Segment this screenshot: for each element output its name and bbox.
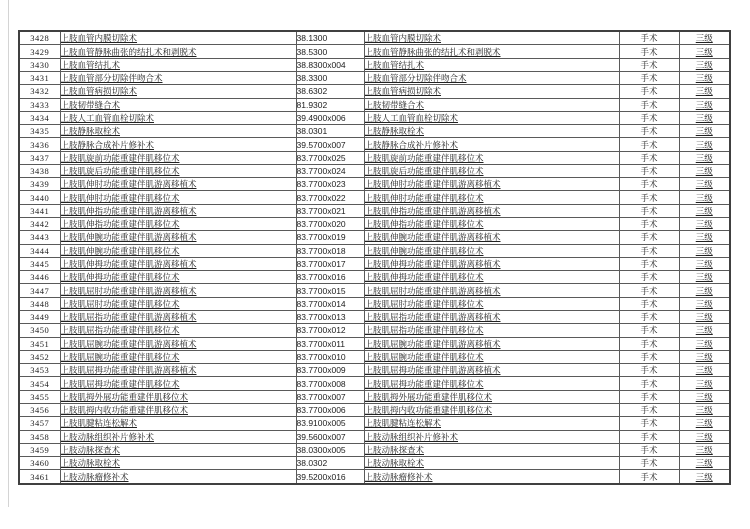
level-cell: 三级 <box>679 271 730 284</box>
procedure-code-cell: 83.7700x013 <box>296 311 364 324</box>
level-cell: 三级 <box>679 71 730 84</box>
level-cell: 三级 <box>679 470 730 484</box>
level-cell: 三级 <box>679 138 730 151</box>
procedure-name-duplicate-cell: 上肢肌屈指功能重建伴肌移位术 <box>364 324 619 337</box>
category-cell: 手术 <box>619 443 679 456</box>
category-cell: 手术 <box>619 244 679 257</box>
row-number-cell: 3444 <box>19 244 60 257</box>
procedure-name-cell: 上肢肌伸腕功能重建伴肌游离移植术 <box>60 231 296 244</box>
category-cell: 手术 <box>619 71 679 84</box>
procedure-name-duplicate-cell: 上肢肌拇内收功能重建伴肌移位术 <box>364 403 619 416</box>
procedure-name-cell: 上肢肌伸拇功能重建伴肌游离移植术 <box>60 257 296 270</box>
procedure-name-cell: 上肢肌旋后功能重建伴肌移位术 <box>60 164 296 177</box>
procedure-name-cell: 上肢肌拇内收功能重建伴肌移位术 <box>60 403 296 416</box>
table-row <box>19 231 730 244</box>
procedure-name-duplicate-cell: 上肢人工血管血栓切除术 <box>364 111 619 124</box>
procedure-code-cell: 83.7700x023 <box>296 178 364 191</box>
procedure-code-cell: 38.0301 <box>296 125 364 138</box>
level-cell: 三级 <box>679 204 730 217</box>
procedure-name-duplicate-cell: 上肢肌屈肘功能重建伴肌游离移植术 <box>364 284 619 297</box>
row-number-cell: 3440 <box>19 191 60 204</box>
procedure-name-cell: 上肢肌屈拇功能重建伴肌游离移植术 <box>60 364 296 377</box>
procedure-name-duplicate-cell: 上肢肌伸指功能重建伴肌移位术 <box>364 218 619 231</box>
row-number-cell: 3461 <box>19 470 60 484</box>
procedure-name-duplicate-cell: 上肢肌伸腕功能重建伴肌移位术 <box>364 244 619 257</box>
table-row <box>19 58 730 71</box>
procedure-name-cell: 上肢动脉瘤修补术 <box>60 470 296 484</box>
procedure-name-duplicate-cell: 上肢肌伸指功能重建伴肌游离移植术 <box>364 204 619 217</box>
level-cell: 三级 <box>679 377 730 390</box>
table-row <box>19 111 730 124</box>
procedure-name-cell: 上肢血管部分切除伴吻合术 <box>60 71 296 84</box>
table-row <box>19 218 730 231</box>
procedure-name-duplicate-cell: 上肢肌屈拇功能重建伴肌移位术 <box>364 377 619 390</box>
table-row <box>19 324 730 337</box>
procedure-name-cell: 上肢肌伸肘功能重建伴肌移位术 <box>60 191 296 204</box>
category-cell: 手术 <box>619 390 679 403</box>
procedure-code-cell: 38.5300 <box>296 45 364 58</box>
procedure-name-duplicate-cell: 上肢肌屈腕功能重建伴肌游离移植术 <box>364 337 619 350</box>
procedure-code-cell: 83.7700x024 <box>296 164 364 177</box>
procedure-code-cell: 81.9302 <box>296 98 364 111</box>
procedure-code-cell: 38.6302 <box>296 85 364 98</box>
procedure-code-cell: 83.7700x021 <box>296 204 364 217</box>
level-cell: 三级 <box>679 125 730 138</box>
category-cell: 手术 <box>619 377 679 390</box>
procedure-code-cell: 83.7700x012 <box>296 324 364 337</box>
procedure-code-cell: 38.3300 <box>296 71 364 84</box>
category-cell: 手术 <box>619 58 679 71</box>
procedure-name-duplicate-cell: 上肢肌伸腕功能重建伴肌游离移植术 <box>364 231 619 244</box>
table-row <box>19 85 730 98</box>
procedure-name-duplicate-cell: 上肢肌旋后功能重建伴肌移位术 <box>364 164 619 177</box>
procedure-name-cell: 上肢肌旋前功能重建伴肌移位术 <box>60 151 296 164</box>
category-cell: 手术 <box>619 457 679 470</box>
procedure-name-duplicate-cell: 上肢肌屈肘功能重建伴肌移位术 <box>364 297 619 310</box>
level-cell: 三级 <box>679 457 730 470</box>
row-number-cell: 3441 <box>19 204 60 217</box>
level-cell: 三级 <box>679 164 730 177</box>
row-number-cell: 3446 <box>19 271 60 284</box>
procedure-code-cell: 83.7700x009 <box>296 364 364 377</box>
row-number-cell: 3433 <box>19 98 60 111</box>
level-cell: 三级 <box>679 350 730 363</box>
table-row <box>19 284 730 297</box>
category-cell: 手术 <box>619 85 679 98</box>
row-number-cell: 3451 <box>19 337 60 350</box>
table-row <box>19 138 730 151</box>
procedure-name-duplicate-cell: 上肢血管结扎术 <box>364 58 619 71</box>
procedure-name-cell: 上肢动脉探查术 <box>60 443 296 456</box>
category-cell: 手术 <box>619 111 679 124</box>
level-cell: 三级 <box>679 191 730 204</box>
procedure-name-duplicate-cell: 上肢肌旋前功能重建伴肌移位术 <box>364 151 619 164</box>
table-row <box>19 443 730 456</box>
category-cell: 手术 <box>619 45 679 58</box>
level-cell: 三级 <box>679 85 730 98</box>
category-cell: 手术 <box>619 191 679 204</box>
procedure-name-cell: 上肢肌拇外展功能重建伴肌移位术 <box>60 390 296 403</box>
row-number-cell: 3430 <box>19 58 60 71</box>
procedure-name-cell: 上肢静脉合成补片修补术 <box>60 138 296 151</box>
category-cell: 手术 <box>619 271 679 284</box>
category-cell: 手术 <box>619 98 679 111</box>
level-cell: 三级 <box>679 403 730 416</box>
procedure-code-cell: 83.7700x020 <box>296 218 364 231</box>
category-cell: 手术 <box>619 284 679 297</box>
procedure-table <box>18 30 731 485</box>
category-cell: 手术 <box>619 403 679 416</box>
procedure-name-duplicate-cell: 上肢肌伸肘功能重建伴肌游离移植术 <box>364 178 619 191</box>
level-cell: 三级 <box>679 58 730 71</box>
category-cell: 手术 <box>619 417 679 430</box>
category-cell: 手术 <box>619 350 679 363</box>
procedure-table-body <box>19 31 730 484</box>
procedure-code-cell: 83.7700x018 <box>296 244 364 257</box>
procedure-name-cell: 上肢肌伸腕功能重建伴肌移位术 <box>60 244 296 257</box>
table-row <box>19 364 730 377</box>
level-cell: 三级 <box>679 111 730 124</box>
category-cell: 手术 <box>619 324 679 337</box>
procedure-name-duplicate-cell: 上肢韧带缝合术 <box>364 98 619 111</box>
category-cell: 手术 <box>619 311 679 324</box>
procedure-code-cell: 38.0300x005 <box>296 443 364 456</box>
category-cell: 手术 <box>619 218 679 231</box>
table-row <box>19 457 730 470</box>
table-row <box>19 31 730 45</box>
procedure-name-duplicate-cell: 上肢肌伸拇功能重建伴肌移位术 <box>364 271 619 284</box>
row-number-cell: 3450 <box>19 324 60 337</box>
row-number-cell: 3448 <box>19 297 60 310</box>
level-cell: 三级 <box>679 31 730 45</box>
table-row <box>19 390 730 403</box>
row-number-cell: 3435 <box>19 125 60 138</box>
level-cell: 三级 <box>679 45 730 58</box>
procedure-name-duplicate-cell: 上肢动脉取栓术 <box>364 457 619 470</box>
procedure-name-duplicate-cell: 上肢动脉瘤修补术 <box>364 470 619 484</box>
procedure-name-cell: 上肢肌屈拇功能重建伴肌移位术 <box>60 377 296 390</box>
procedure-code-cell: 83.7700x017 <box>296 257 364 270</box>
row-number-cell: 3455 <box>19 390 60 403</box>
procedure-name-cell: 上肢肌腱粘连松解术 <box>60 417 296 430</box>
level-cell: 三级 <box>679 297 730 310</box>
level-cell: 三级 <box>679 443 730 456</box>
procedure-code-cell: 39.5600x007 <box>296 430 364 443</box>
procedure-code-cell: 83.7700x025 <box>296 151 364 164</box>
procedure-name-cell: 上肢肌屈肘功能重建伴肌游离移植术 <box>60 284 296 297</box>
table-row <box>19 257 730 270</box>
category-cell: 手术 <box>619 231 679 244</box>
row-number-cell: 3442 <box>19 218 60 231</box>
procedure-name-cell: 上肢肌伸指功能重建伴肌游离移植术 <box>60 204 296 217</box>
table-row <box>19 125 730 138</box>
row-number-cell: 3429 <box>19 45 60 58</box>
procedure-code-cell: 83.7700x019 <box>296 231 364 244</box>
procedure-name-duplicate-cell: 上肢血管部分切除伴吻合术 <box>364 71 619 84</box>
procedure-name-duplicate-cell: 上肢静脉取栓术 <box>364 125 619 138</box>
table-row <box>19 71 730 84</box>
procedure-name-duplicate-cell: 上肢血管病损切除术 <box>364 85 619 98</box>
category-cell: 手术 <box>619 430 679 443</box>
row-number-cell: 3459 <box>19 443 60 456</box>
row-number-cell: 3431 <box>19 71 60 84</box>
level-cell: 三级 <box>679 311 730 324</box>
row-number-cell: 3443 <box>19 231 60 244</box>
procedure-code-cell: 83.9100x005 <box>296 417 364 430</box>
procedure-name-duplicate-cell: 上肢肌拇外展功能重建伴肌移位术 <box>364 390 619 403</box>
procedure-name-duplicate-cell: 上肢血管内膜切除术 <box>364 31 619 45</box>
procedure-name-duplicate-cell: 上肢血管静脉曲张的结扎术和剥脱术 <box>364 45 619 58</box>
table-row <box>19 151 730 164</box>
category-cell: 手术 <box>619 297 679 310</box>
procedure-name-cell: 上肢血管静脉曲张的结扎术和剥脱术 <box>60 45 296 58</box>
table-row <box>19 164 730 177</box>
level-cell: 三级 <box>679 98 730 111</box>
procedure-code-cell: 83.7700x008 <box>296 377 364 390</box>
procedure-code-cell: 83.7700x007 <box>296 390 364 403</box>
row-number-cell: 3454 <box>19 377 60 390</box>
procedure-name-duplicate-cell: 上肢肌腱粘连松解术 <box>364 417 619 430</box>
procedure-code-cell: 83.7700x011 <box>296 337 364 350</box>
row-number-cell: 3445 <box>19 257 60 270</box>
table-row <box>19 350 730 363</box>
row-number-cell: 3432 <box>19 85 60 98</box>
row-number-cell: 3437 <box>19 151 60 164</box>
procedure-code-cell: 83.7700x010 <box>296 350 364 363</box>
procedure-code-cell: 39.5200x016 <box>296 470 364 484</box>
category-cell: 手术 <box>619 337 679 350</box>
table-row <box>19 191 730 204</box>
row-number-cell: 3438 <box>19 164 60 177</box>
table-row <box>19 470 730 484</box>
level-cell: 三级 <box>679 231 730 244</box>
procedure-name-duplicate-cell: 上肢肌屈指功能重建伴肌游离移植术 <box>364 311 619 324</box>
procedure-name-cell: 上肢动脉取栓术 <box>60 457 296 470</box>
category-cell: 手术 <box>619 151 679 164</box>
level-cell: 三级 <box>679 244 730 257</box>
procedure-code-cell: 83.7700x022 <box>296 191 364 204</box>
level-cell: 三级 <box>679 324 730 337</box>
category-cell: 手术 <box>619 138 679 151</box>
procedure-name-duplicate-cell: 上肢肌屈拇功能重建伴肌游离移植术 <box>364 364 619 377</box>
category-cell: 手术 <box>619 257 679 270</box>
level-cell: 三级 <box>679 417 730 430</box>
procedure-code-cell: 83.7700x014 <box>296 297 364 310</box>
procedure-name-cell: 上肢血管结扎术 <box>60 58 296 71</box>
level-cell: 三级 <box>679 364 730 377</box>
procedure-code-cell: 83.7700x016 <box>296 271 364 284</box>
level-cell: 三级 <box>679 284 730 297</box>
table-row <box>19 417 730 430</box>
procedure-code-cell: 38.1300 <box>296 31 364 45</box>
row-number-cell: 3458 <box>19 430 60 443</box>
table-row <box>19 244 730 257</box>
row-number-cell: 3460 <box>19 457 60 470</box>
procedure-name-duplicate-cell: 上肢肌屈腕功能重建伴肌移位术 <box>364 350 619 363</box>
table-row <box>19 297 730 310</box>
category-cell: 手术 <box>619 204 679 217</box>
procedure-code-cell: 39.5700x007 <box>296 138 364 151</box>
row-number-cell: 3439 <box>19 178 60 191</box>
level-cell: 三级 <box>679 430 730 443</box>
level-cell: 三级 <box>679 257 730 270</box>
row-number-cell: 3449 <box>19 311 60 324</box>
procedure-name-duplicate-cell: 上肢肌伸拇功能重建伴肌游离移植术 <box>364 257 619 270</box>
procedure-name-cell: 上肢血管病损切除术 <box>60 85 296 98</box>
procedure-name-cell: 上肢静脉取栓术 <box>60 125 296 138</box>
procedure-code-cell: 83.7700x006 <box>296 403 364 416</box>
procedure-name-cell: 上肢肌屈指功能重建伴肌游离移植术 <box>60 311 296 324</box>
table-row <box>19 98 730 111</box>
row-number-cell: 3434 <box>19 111 60 124</box>
procedure-name-cell: 上肢韧带缝合术 <box>60 98 296 111</box>
table-row <box>19 311 730 324</box>
row-number-cell: 3452 <box>19 350 60 363</box>
table-row <box>19 403 730 416</box>
table-row <box>19 271 730 284</box>
procedure-code-cell: 39.4900x006 <box>296 111 364 124</box>
row-number-cell: 3436 <box>19 138 60 151</box>
procedure-name-duplicate-cell: 上肢肌伸肘功能重建伴肌移位术 <box>364 191 619 204</box>
level-cell: 三级 <box>679 151 730 164</box>
procedure-name-cell: 上肢肌屈指功能重建伴肌移位术 <box>60 324 296 337</box>
table-row <box>19 377 730 390</box>
procedure-code-cell: 38.8300x004 <box>296 58 364 71</box>
row-number-cell: 3457 <box>19 417 60 430</box>
procedure-name-cell: 上肢人工血管血栓切除术 <box>60 111 296 124</box>
procedure-name-cell: 上肢肌伸指功能重建伴肌移位术 <box>60 218 296 231</box>
row-number-cell: 3447 <box>19 284 60 297</box>
procedure-name-duplicate-cell: 上肢动脉探查术 <box>364 443 619 456</box>
procedure-code-cell: 83.7700x015 <box>296 284 364 297</box>
procedure-code-cell: 38.0302 <box>296 457 364 470</box>
procedure-name-cell: 上肢血管内膜切除术 <box>60 31 296 45</box>
table-row <box>19 204 730 217</box>
page-edge-line <box>8 0 9 507</box>
level-cell: 三级 <box>679 337 730 350</box>
level-cell: 三级 <box>679 218 730 231</box>
procedure-name-duplicate-cell: 上肢动脉组织补片修补术 <box>364 430 619 443</box>
row-number-cell: 3453 <box>19 364 60 377</box>
procedure-name-cell: 上肢肌伸肘功能重建伴肌游离移植术 <box>60 178 296 191</box>
category-cell: 手术 <box>619 178 679 191</box>
table-row <box>19 337 730 350</box>
procedure-name-cell: 上肢肌屈腕功能重建伴肌游离移植术 <box>60 337 296 350</box>
procedure-name-cell: 上肢肌伸拇功能重建伴肌移位术 <box>60 271 296 284</box>
table-row <box>19 430 730 443</box>
procedure-name-cell: 上肢肌屈肘功能重建伴肌移位术 <box>60 297 296 310</box>
level-cell: 三级 <box>679 178 730 191</box>
category-cell: 手术 <box>619 125 679 138</box>
procedure-name-cell: 上肢动脉组织补片修补术 <box>60 430 296 443</box>
category-cell: 手术 <box>619 364 679 377</box>
row-number-cell: 3428 <box>19 31 60 45</box>
table-row <box>19 45 730 58</box>
procedure-name-cell: 上肢肌屈腕功能重建伴肌移位术 <box>60 350 296 363</box>
category-cell: 手术 <box>619 164 679 177</box>
level-cell: 三级 <box>679 390 730 403</box>
table-row <box>19 178 730 191</box>
procedure-name-duplicate-cell: 上肢静脉合成补片修补术 <box>364 138 619 151</box>
category-cell: 手术 <box>619 31 679 45</box>
row-number-cell: 3456 <box>19 403 60 416</box>
category-cell: 手术 <box>619 470 679 484</box>
